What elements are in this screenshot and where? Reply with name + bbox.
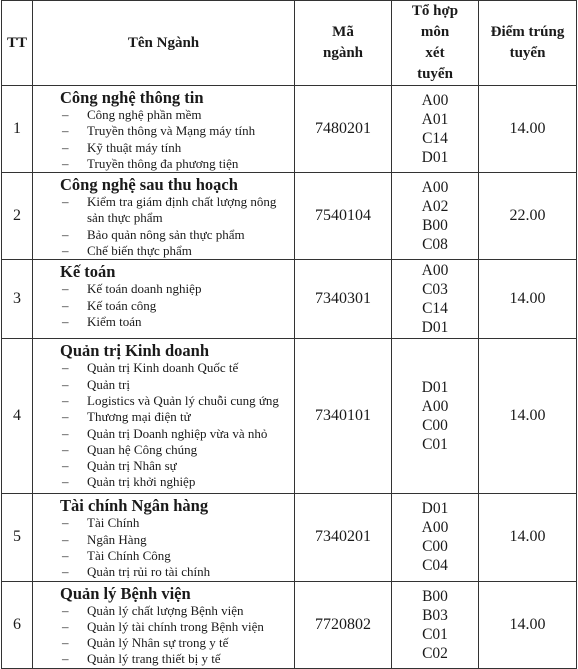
combo-code: B00 xyxy=(422,217,448,235)
specialization-label: Quản trị Nhân sự xyxy=(87,458,177,474)
combo-code: D01 xyxy=(421,500,449,518)
dash-bullet-icon: – xyxy=(62,474,69,490)
specialization-list xyxy=(33,603,294,668)
specialization-item xyxy=(33,515,294,531)
row-number: 2 xyxy=(2,173,33,260)
major-code: 7720802 xyxy=(295,581,392,668)
major-title: Công nghệ sau thu hoạch xyxy=(60,175,238,195)
dash-bullet-icon: – xyxy=(62,107,69,122)
combo-code: C08 xyxy=(422,236,448,254)
major-cell xyxy=(33,339,295,494)
specialization-list xyxy=(33,194,294,259)
admission-table xyxy=(1,0,577,669)
combo-code: A00 xyxy=(421,179,449,197)
table-row xyxy=(2,173,577,260)
specialization-label: Kỹ thuật máy tính xyxy=(87,139,182,155)
specialization-item xyxy=(33,314,294,330)
dash-bullet-icon: – xyxy=(62,409,69,425)
major-title: Tài chính Ngân hàng xyxy=(60,496,209,516)
specialization-label: Truyền thông và Mạng máy tính xyxy=(87,123,256,139)
subject-combos xyxy=(392,339,479,494)
combo-code: C14 xyxy=(422,300,448,318)
admission-score: 14.00 xyxy=(479,260,577,339)
header-combo xyxy=(392,1,479,86)
combo-code: A00 xyxy=(421,398,449,416)
dash-bullet-icon: – xyxy=(62,458,69,474)
row-number: 5 xyxy=(2,494,33,581)
table-row xyxy=(2,86,577,173)
combo-code: D01 xyxy=(421,379,449,397)
specialization-label: Quản trị khởi nghiệp xyxy=(87,474,196,490)
specialization-label: Kế toán doanh nghiệp xyxy=(87,281,202,297)
specialization-item xyxy=(33,442,294,458)
subject-combos xyxy=(392,494,479,581)
specialization-label: Tài Chính xyxy=(87,515,140,531)
header-tt xyxy=(2,1,33,86)
specialization-item xyxy=(33,619,294,635)
specialization-label: Ngân Hàng xyxy=(87,531,147,547)
dash-bullet-icon: – xyxy=(62,425,69,441)
specialization-item xyxy=(33,603,294,619)
specialization-label: Bảo quản nông sản thực phẩm xyxy=(87,226,245,242)
specialization-label: Quản trị Kinh doanh Quốc tế xyxy=(87,360,239,376)
specialization-item xyxy=(33,458,294,474)
major-cell xyxy=(33,581,295,668)
specialization-item xyxy=(33,548,294,564)
dash-bullet-icon: – xyxy=(62,651,69,667)
combo-code: A00 xyxy=(421,262,449,280)
combo-code: C00 xyxy=(422,538,448,556)
specialization-item xyxy=(33,140,294,156)
major-title: Công nghệ thông tin xyxy=(60,88,204,107)
subject-combos xyxy=(392,173,479,260)
header-name xyxy=(33,1,295,86)
combo-code: A01 xyxy=(421,111,449,129)
admission-score: 14.00 xyxy=(479,494,577,581)
specialization-label: Quản lý trang thiết bị y tế xyxy=(87,651,221,667)
admission-score: 14.00 xyxy=(479,581,577,668)
dash-bullet-icon: – xyxy=(62,564,69,580)
header-name-label: Tên Ngành xyxy=(127,34,200,51)
row-number: 6 xyxy=(2,581,33,668)
specialization-label: Quản trị xyxy=(87,376,130,392)
combo-code: A02 xyxy=(421,198,449,216)
specialization-label: Công nghệ phần mềm xyxy=(87,107,202,122)
major-code: 7340301 xyxy=(295,260,392,339)
dash-bullet-icon: – xyxy=(62,547,69,563)
specialization-item xyxy=(33,281,294,297)
admission-score: 14.00 xyxy=(479,86,577,173)
combo-code: D01 xyxy=(421,319,449,337)
table-row xyxy=(2,581,577,668)
specialization-label: Chế biến thực phẩm xyxy=(87,243,192,259)
dash-bullet-icon: – xyxy=(62,123,69,139)
major-cell xyxy=(33,86,295,173)
dash-bullet-icon: – xyxy=(62,515,69,531)
dash-bullet-icon: – xyxy=(62,618,69,634)
header-row xyxy=(2,1,577,86)
row-number: 3 xyxy=(2,260,33,339)
specialization-item xyxy=(33,243,294,259)
specialization-label: Quản lý chất lượng Bệnh viện xyxy=(87,602,244,618)
major-code: 7340101 xyxy=(295,339,392,494)
header-combo-line1: Tổ hợp xyxy=(411,3,459,19)
specialization-label: Thương mại điện tử xyxy=(87,409,191,425)
dash-bullet-icon: – xyxy=(62,441,69,457)
row-number: 4 xyxy=(2,339,33,494)
header-score xyxy=(479,1,577,86)
header-score-line2: tuyển xyxy=(509,45,546,61)
combo-code: C00 xyxy=(422,417,448,435)
specialization-item xyxy=(33,194,294,227)
major-code: 7340201 xyxy=(295,494,392,581)
admission-score: 14.00 xyxy=(479,339,577,494)
combo-code: C04 xyxy=(422,557,448,575)
specialization-label: Kiểm toán xyxy=(87,313,142,329)
specialization-item xyxy=(33,298,294,314)
specialization-label: Kiểm tra giám định chất lượng nông sản thực phẩm xyxy=(87,194,277,226)
specialization-label: Quản trị Doanh nghiệp vừa và nhỏ xyxy=(87,425,268,441)
dash-bullet-icon: – xyxy=(62,139,69,155)
dash-bullet-icon: – xyxy=(62,297,69,313)
dash-bullet-icon: – xyxy=(62,360,69,376)
specialization-item xyxy=(33,426,294,442)
specialization-label: Quản lý tài chính trong Bệnh viện xyxy=(87,618,264,634)
dash-bullet-icon: – xyxy=(62,281,69,297)
dash-bullet-icon: – xyxy=(62,155,69,171)
specialization-list xyxy=(33,107,294,172)
combo-code: C01 xyxy=(422,436,448,454)
table-row xyxy=(2,494,577,581)
specialization-label: Kế toán công xyxy=(87,297,157,313)
combo-code: B00 xyxy=(422,587,448,605)
specialization-item xyxy=(33,564,294,580)
table-row xyxy=(2,260,577,339)
combo-code: C01 xyxy=(422,625,448,643)
combo-code: D01 xyxy=(421,149,449,167)
major-title: Quản trị Kinh doanh xyxy=(60,341,210,361)
major-title: Quản lý Bệnh viện xyxy=(60,583,191,603)
table-row xyxy=(2,339,577,494)
subject-combos xyxy=(392,581,479,668)
specialization-item xyxy=(33,474,294,490)
dash-bullet-icon: – xyxy=(62,635,69,651)
header-tt-label: TT xyxy=(6,34,27,51)
dash-bullet-icon: – xyxy=(62,602,69,618)
major-cell xyxy=(33,173,295,260)
specialization-label: Quản trị rủi ro tài chính xyxy=(87,564,211,580)
subject-combos xyxy=(392,260,479,339)
specialization-label: Truyền thông đa phương tiện xyxy=(87,155,239,171)
dash-bullet-icon: – xyxy=(62,531,69,547)
header-code-line2: ngành xyxy=(322,45,364,61)
major-code: 7480201 xyxy=(295,86,392,173)
combo-code: A00 xyxy=(421,519,449,537)
combo-code: A00 xyxy=(421,92,449,110)
specialization-list xyxy=(33,360,294,490)
combo-code: C02 xyxy=(422,644,448,662)
specialization-item xyxy=(33,123,294,139)
header-combo-line3: xét xyxy=(425,45,445,61)
specialization-item xyxy=(33,360,294,376)
specialization-label: Tài Chính Công xyxy=(87,547,171,563)
combo-code: C03 xyxy=(422,281,448,299)
specialization-label: Logistics và Quản lý chuỗi cung ứng xyxy=(87,392,279,408)
major-title: Kế toán xyxy=(60,262,116,282)
combo-code: C14 xyxy=(422,130,448,148)
dash-bullet-icon: – xyxy=(62,226,69,242)
admission-score: 22.00 xyxy=(479,173,577,260)
dash-bullet-icon: – xyxy=(62,392,69,408)
specialization-item xyxy=(33,107,294,123)
header-combo-line2: môn xyxy=(420,24,450,40)
dash-bullet-icon: – xyxy=(62,194,69,210)
specialization-item xyxy=(33,227,294,243)
table-body xyxy=(2,86,577,669)
dash-bullet-icon: – xyxy=(62,376,69,392)
specialization-item xyxy=(33,377,294,393)
specialization-item xyxy=(33,532,294,548)
specialization-list xyxy=(33,515,294,580)
major-code: 7540104 xyxy=(295,173,392,260)
specialization-item xyxy=(33,393,294,409)
header-code-line1: Mã xyxy=(332,24,354,40)
specialization-item xyxy=(33,409,294,425)
specialization-label: Quan hệ Công chúng xyxy=(87,441,198,457)
dash-bullet-icon: – xyxy=(62,313,69,329)
major-cell xyxy=(33,260,295,339)
row-number: 1 xyxy=(2,86,33,173)
major-cell xyxy=(33,494,295,581)
combo-code: B03 xyxy=(422,606,448,624)
specialization-item xyxy=(33,156,294,172)
specialization-item xyxy=(33,651,294,667)
specialization-list xyxy=(33,281,294,330)
specialization-label: Quản lý Nhân sự trong y tế xyxy=(87,635,229,651)
header-code xyxy=(295,1,392,86)
specialization-item xyxy=(33,635,294,651)
subject-combos xyxy=(392,86,479,173)
header-score-line1: Điểm trúng xyxy=(490,24,565,40)
dash-bullet-icon: – xyxy=(62,243,69,259)
header-combo-line4: tuyển xyxy=(417,66,453,82)
